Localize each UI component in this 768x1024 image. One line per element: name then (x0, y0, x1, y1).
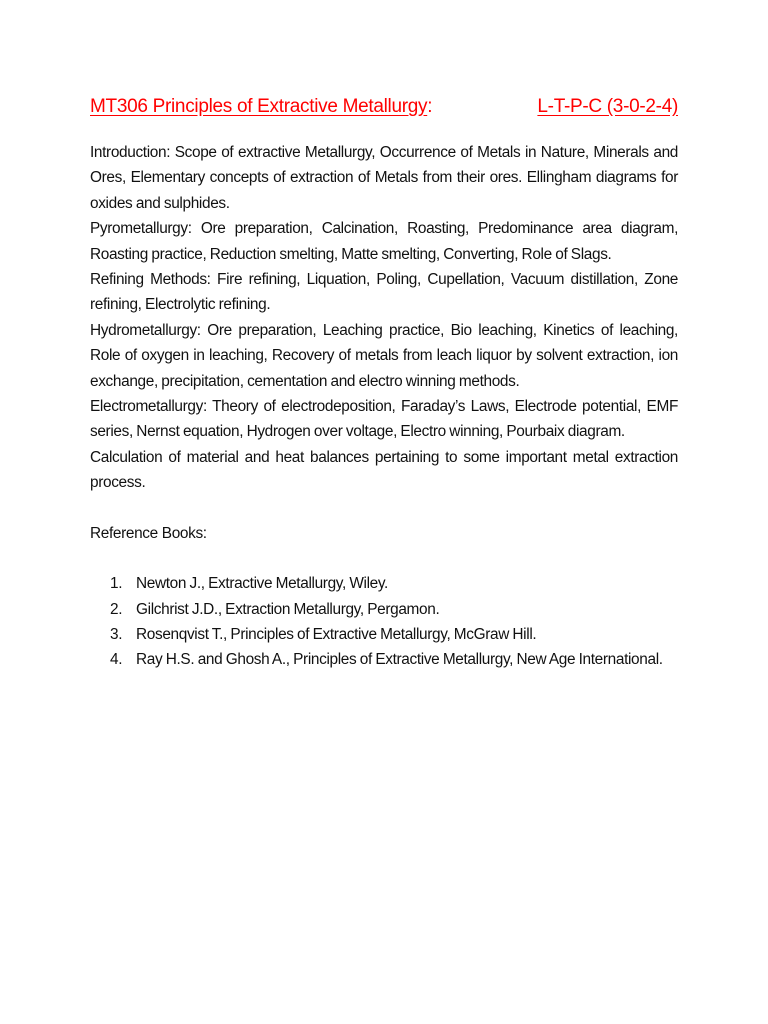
reference-text: Rosenqvist T., Principles of Extractive Metallurgy, McGraw Hill. (136, 625, 537, 643)
course-title-wrapper (90, 92, 432, 122)
syllabus-pyrometallurgy: Pyrometallurgy: Ore preparation, Calcination, Roasting, Predominance area diagram, Roasting practice, Reduction smelting, Matte smelting, Converting, Role of Slags. (90, 220, 678, 263)
reference-item (90, 597, 678, 622)
syllabus-introduction: Introduction: Scope of extractive Metallurgy, Occurrence of Metals in Nature, Minerals and Ores, Elementary concepts of extraction of Metals from their ores. Ellingham diagrams for oxides and sulphides. (90, 144, 678, 212)
document-page (90, 92, 678, 673)
course-title: MT306 Principles of Extractive Metallurgy (90, 96, 428, 117)
reference-text: Newton J., Extractive Metallurgy, Wiley. (136, 575, 388, 593)
syllabus-body (90, 140, 678, 496)
syllabus-calculation: Calculation of material and heat balances pertaining to some important metal extraction process. (90, 448, 678, 492)
syllabus-electrometallurgy: Electrometallurgy: Theory of electrodeposition, Faraday’s Laws, Electrode potential, EMF series, Nernst equation, Hydrogen over voltage, Electro winning, Pourbaix diagram. (90, 398, 678, 441)
reference-number: 2. (110, 600, 123, 618)
reference-text: Gilchrist J.D., Extraction Metallurgy, Pergamon. (136, 600, 440, 618)
reference-text: Ray H.S. and Ghosh A., Principles of Extractive Metallurgy, New Age International. (136, 651, 663, 669)
reference-number: 3. (110, 625, 123, 643)
title-row (90, 92, 678, 122)
ltpc-label: L-T-P-C (3-0-2-4) (537, 96, 678, 117)
reference-number: 1. (110, 575, 123, 593)
syllabus-hydrometallurgy: Hydrometallurgy: Ore preparation, Leaching practice, Bio leaching, Kinetics of leaching, Role of oxygen in leaching, Recovery of metals from leach liquor by solvent extraction, ion exchange, precipitation, cementation and electro winning methods. (90, 321, 678, 390)
reference-books-heading: Reference Books: (90, 524, 207, 542)
reference-item (90, 622, 678, 647)
syllabus-refining-methods: Refining Methods: Fire refining, Liquation, Poling, Cupellation, Vacuum distillation, Zone refining, Electrolytic refining. (90, 271, 678, 314)
reference-number: 4. (110, 651, 123, 669)
reference-list (90, 571, 678, 673)
reference-item (90, 571, 678, 596)
reference-item (90, 647, 678, 672)
course-title-colon: : (427, 96, 433, 117)
